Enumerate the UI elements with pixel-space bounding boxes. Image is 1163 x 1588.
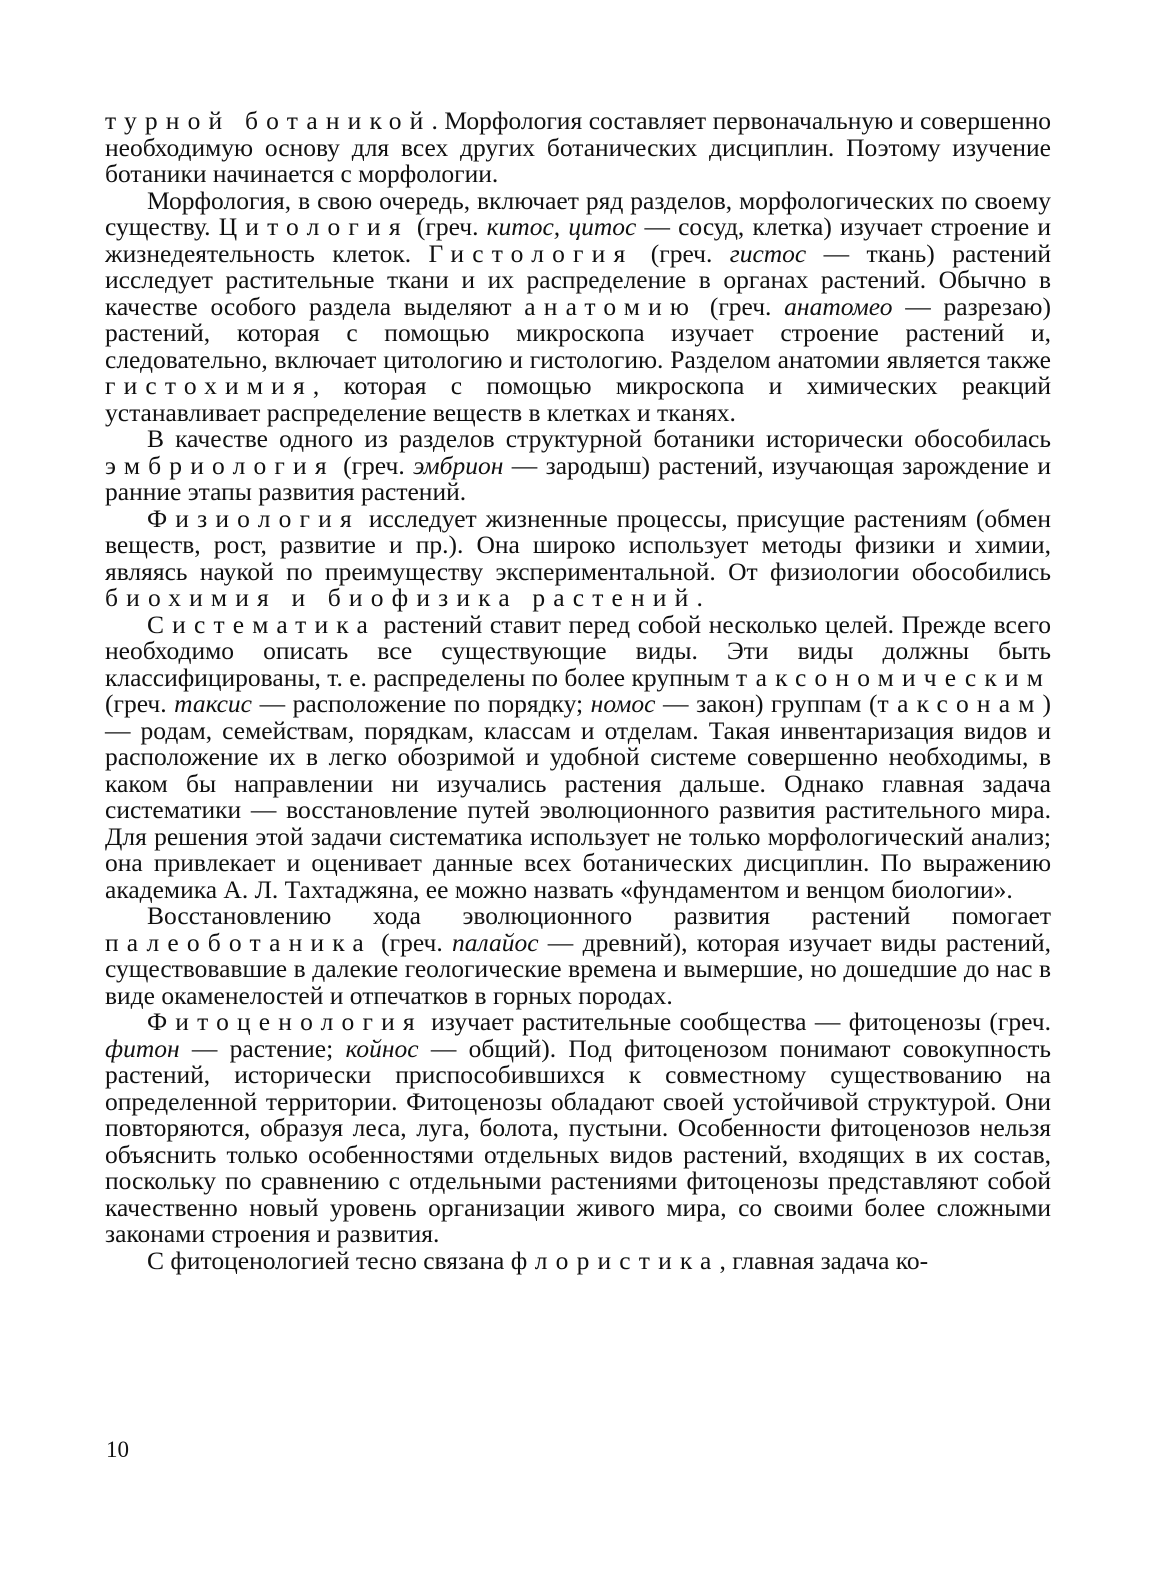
- text-run: — ткань) растений исследует растительные ткани и их распределение в органах растений. Обычно в качестве особого раздела выделяют: [105, 238, 1051, 321]
- text-run: — зародыш) растений, изучающая зарождение и ранние этапы развития растений.: [105, 450, 1051, 506]
- paragraph-1: [105, 108, 1051, 188]
- text-run: . Морфология составляет первоначальную и совершенно необходимую основу для всех других ботанических дисциплин. Поэтому изучение ботаники начинается с морфологии.: [105, 106, 1052, 188]
- paragraph-4: [105, 503, 1051, 612]
- italic-term: фитон: [105, 1033, 180, 1063]
- spaced-term: Цитология: [218, 212, 409, 241]
- text-run: (греч.: [697, 291, 785, 321]
- italic-term: анатомео: [784, 291, 893, 321]
- text-run: исследует жизненные процессы, присущие растениям (обмен веществ, рост, развитие и пр.). Она широко использует методы физики и химии, являясь наукой по преимуществу экспериментальной. От физиологии обособились: [105, 503, 1051, 586]
- spaced-term: таксонам: [877, 689, 1043, 718]
- paragraph-8: [105, 1245, 1051, 1275]
- paragraph-2: [105, 185, 1051, 427]
- italic-term: китос, цитос: [486, 212, 637, 241]
- text-run: С фитоценологией тесно связана: [147, 1245, 511, 1275]
- spaced-term: турной ботаникой: [105, 106, 432, 135]
- text-run: — древний), которая изучает виды растений, существовавшие в далекие геологические времена и вымершие, но дошедшие до нас в виде окаменелостей и отпечатков в горных породах.: [105, 927, 1051, 1010]
- paragraph-3: [105, 426, 1051, 506]
- spaced-term: Физиология: [147, 503, 360, 533]
- page-body: [105, 108, 1051, 1274]
- spaced-term: анатомию: [524, 291, 698, 321]
- text-run: (греч.: [105, 689, 175, 718]
- spaced-term: флористика: [510, 1245, 720, 1275]
- text-run: — сосуд, клетка) изучает строение и жизнедеятельность клеток.: [105, 212, 1051, 268]
- paragraph-7: [105, 1009, 1051, 1248]
- text-run: (греч.: [408, 212, 487, 241]
- text-run: — растение;: [179, 1033, 346, 1063]
- text-run: Морфология, в свою очередь, включает ряд разделов, морфологических по своему существу.: [105, 185, 1051, 241]
- text-run: (греч.: [633, 238, 730, 268]
- spaced-term: биохимия и биофизика растений: [105, 583, 697, 612]
- text-run: ) — родам, семействам, порядкам, классам и отделам. Такая инвентаризация видов и расположение их в легко обозримой и удобной системе совершенно необходимы, в каком бы направлении ни изучались растения дальше. Однако главная задача систематики — восстановление путей эволюционного развития растительного мира. Для решения этой задачи систематика использует не только морфологический анализ; она привлекает и оценивает данные всех ботанических дисциплин. По выражению академика А. Л. Тахтаджяна, ее можно назвать «фундаментом и венцом биологии».: [105, 689, 1051, 904]
- text-run: — разрезаю) растений, которая с помощью микроскопа изучает строение растений и, следовательно, включает цитологию и гистологию. Разделом анатомии является также: [105, 291, 1051, 374]
- text-run: растений ставит перед собой несколько целей. Прежде всего необходимо описать все существующие виды. Эти виды должны быть классифицированы, т. е. распределены по более крупным: [105, 609, 1051, 692]
- text-run: (греч.: [334, 450, 414, 480]
- italic-term: таксис: [174, 689, 252, 718]
- page-number: 10: [106, 1437, 129, 1462]
- spaced-term: Систематика: [147, 609, 376, 639]
- paragraph-5: [105, 609, 1051, 904]
- spaced-term: эмбриология: [105, 450, 335, 480]
- text-run: В качестве одного из разделов структурной ботаники исторически обособилась: [147, 424, 1051, 453]
- italic-term: гистос: [729, 238, 807, 268]
- italic-term: койнос: [345, 1033, 419, 1063]
- text-run: — расположение по порядку;: [252, 689, 591, 718]
- text-run: .: [696, 583, 703, 612]
- text-run: , которая с помощью микроскопа и химических реакций устанавливает распределение веществ в клетках и тканях.: [105, 371, 1051, 427]
- text-run: изучает растительные сообщества — фитоценозы (греч.: [422, 1007, 1051, 1036]
- text-run: Восстановлению хода эволюционного развития растений помогает: [147, 901, 1051, 930]
- spaced-term: палеоботаника: [105, 927, 372, 957]
- text-run: — закон) группам (: [655, 689, 878, 718]
- italic-term: палайос: [452, 927, 539, 957]
- spaced-term: гистохимия: [105, 371, 313, 400]
- text-run: , главная задача ко-: [719, 1245, 929, 1275]
- spaced-term: Фитоценология: [147, 1007, 423, 1036]
- paragraph-6: [105, 903, 1051, 1009]
- text-run: (греч.: [371, 927, 453, 957]
- spaced-term: таксономическим: [736, 662, 1051, 692]
- italic-term: номос: [590, 689, 656, 718]
- spaced-term: Гистология: [428, 238, 634, 268]
- text-run: — общий). Под фитоценозом понимают совокупность растений, исторически приспособившихся к совместному существованию на определенной территории. Фитоценозы обладают своей устойчивой структурой. Они повторяются, образуя леса, луга, болота, пустыни. Особенности фитоценозов нельзя объяснить только особенностями отдельных видов растений, входящих в их состав, поскольку по сравнению с отдельными растениями фитоценозы представляют собой качественно новый уровень организации живого мира, со своими более сложными законами строения и развития.: [105, 1033, 1051, 1248]
- italic-term: эмбрион: [413, 450, 504, 480]
